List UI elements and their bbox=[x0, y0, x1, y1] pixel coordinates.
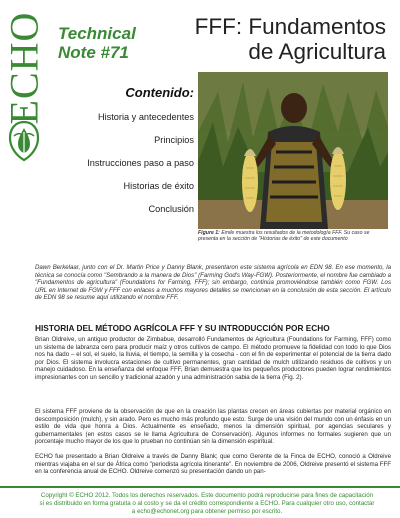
footer-line3[interactable]: a echo@echonet.org para obtener permiso por escrito. bbox=[131, 508, 283, 515]
body-paragraph-1: Brian Oldreive, un antiguo productor de Zimbabue, desarrolló Fundamentos de Agricultura (Foundations for Farming, FFF) como un sistema de labranza cero para producir maíz y otros cultivos de campo. El método promueve la fidelidad con todo lo que Dios nos ha dado – el sol, el suelo, la lluvia, el tiempo, la semilla y la cosecha - con el fin de experimentar el potencial de la tierra dado por Dios. El sistema involucra estaciones de cultivo permanentes, gran cantidad de mulch utilizando residuos de cultivos y un manejo cuidadoso. En la enseñanza del enfoque FFF, Brian demuestra que los pequeños productores pueden lograr rendimientos impresionantes con un sencillo y tradicional azadón y una administración sabia de la tierra (Fig. 2). bbox=[35, 336, 391, 381]
body-paragraph-2: El sistema FFF proviene de la observación de que en la creación las plantas crecen en áreas cubiertas por material orgánico en descomposición (mulch), y sin arado. Pero es mucho más profundo que esto. Surge de una visión del mundo con un énfasis en un estilo de vida que honra a Dios. Actualmente es enseñado, menos la dimensión spiritual, por agencias seculares y gubernamentales (en estos casos se le llama Agricultura de Conservación). Algunos informes no formales sugieren que un porcentaje mucho mayor de los que lo prueban no continúan sin la dimensión espiritual. bbox=[35, 408, 391, 446]
figure-caption bbox=[198, 230, 390, 243]
caption-label: Figure 1: bbox=[198, 230, 220, 236]
tech-note-line1: Technical bbox=[58, 24, 136, 43]
toc-item-instructions[interactable]: Instrucciones paso a paso bbox=[87, 158, 194, 168]
title-line1: FFF: Fundamentos bbox=[194, 14, 386, 39]
table-of-contents bbox=[66, 85, 194, 227]
echo-logo-vertical bbox=[1, 11, 47, 124]
intro-paragraph: Dawn Berkelaar, junto con el Dr. Martin Price y Danny Blank, presentaron este sistema agrícola en EDN 98. En ese momento, la técnica se conocía como "Sembrando a la manera de Dios" (Farming God's Way-FGW). Posteriormente, el nombre fue cambiado a "Fundamentos de agricultura" (Foundations for Farming, FFF); sin embargo, continúa promoviéndose también como FGW. Los URL en Internet de FGW y FFF con enlaces a muchos mayores detalles se mencionan en la conclusión de esta sección. El artículo de EDN 98 se resume aquí utilizando el nombre FFF. bbox=[35, 264, 391, 302]
caption-text: Emile muestra los resultados de la metodología FFF. Su caso se presenta en la sección de "Historias de éxito" de este documento bbox=[198, 230, 370, 243]
footer-line2: si es distribuido en forma gratuita o al costo y se da el crédito correspondiente a ECHO. Para cualquier otro uso, contactar bbox=[39, 500, 375, 507]
technical-note-label bbox=[58, 24, 136, 62]
footer-text bbox=[22, 492, 392, 516]
body-paragraph-3: ECHO fue presentado a Brian Oldreive a través de Danny Blank; que como Gerente de la Finca de ECHO, conoció a Oldreive mientras viajaba en el sur de África como "periodista agrícola itinerante". En noviembre de 2006, Oldreive presentó el sistema FFF en la conferencia anual de ECHO. Oldreive comenzó su presentación dando un pan- bbox=[35, 453, 391, 476]
section-heading: HISTORIA DEL MÉTODO AGRÍCOLA FFF Y SU INTRODUCCIÓN POR ECHO bbox=[35, 323, 330, 333]
contents-heading: Contenido: bbox=[125, 85, 194, 100]
echo-logo-text: ECHO bbox=[1, 11, 47, 124]
toc-item-conclusion[interactable]: Conclusión bbox=[148, 204, 194, 214]
farmer-maize-photo bbox=[198, 72, 388, 229]
title-line2: de Agricultura bbox=[248, 39, 386, 64]
tech-note-line2: Note #71 bbox=[58, 43, 129, 62]
footer-line1: Copyright © ECHO 2012. Todos los derechos reservados. Este documento podrá reproducirse para fines de capacitación bbox=[40, 492, 374, 499]
footer-divider bbox=[0, 486, 400, 488]
toc-item-principles[interactable]: Principios bbox=[154, 135, 194, 145]
toc-item-history[interactable]: Historia y antecedentes bbox=[97, 112, 194, 122]
copyright-footer bbox=[0, 486, 400, 518]
toc-item-success-stories[interactable]: Historias de éxito bbox=[123, 181, 194, 191]
document-title bbox=[195, 14, 386, 64]
echo-seal-icon bbox=[7, 120, 41, 162]
